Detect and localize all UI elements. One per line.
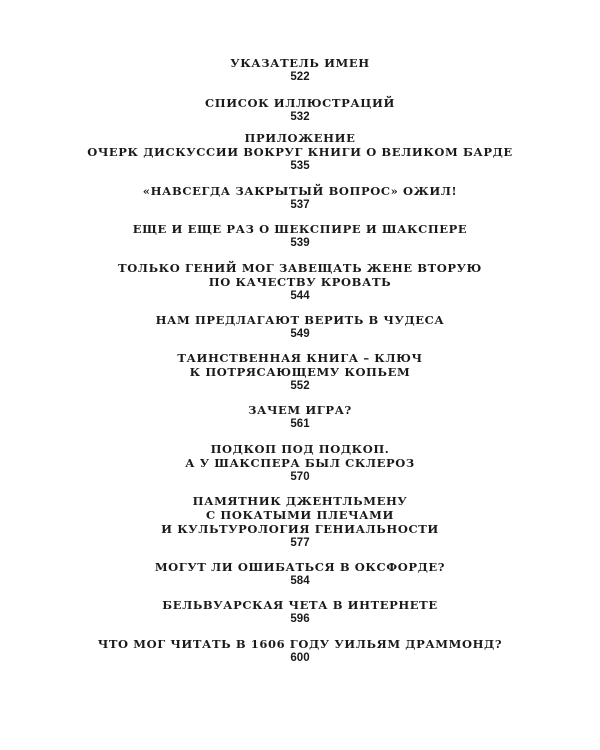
toc-entry-title: ЕЩЕ И ЕЩЕ РАЗ О ШЕКСПИРЕ И ШАКСПЕРЕ bbox=[132, 222, 468, 236]
toc-entry-title: ЗАЧЕМ ИГРА? bbox=[248, 403, 352, 417]
toc-entry-oxford bbox=[40, 560, 560, 588]
toc-entry-title: «НАВСЕГДА ЗАКРЫТЫЙ ВОПРОС» ОЖИЛ! bbox=[142, 184, 458, 198]
toc-entry-gentleman-monument bbox=[40, 494, 560, 550]
toc-entry-title: МОГУТ ЛИ ОШИБАТЬСЯ В ОКСФОРДЕ? bbox=[154, 560, 446, 574]
toc-entry-why-game bbox=[40, 403, 560, 431]
toc-entry-shakespeare-again bbox=[40, 222, 560, 250]
toc-entry-page-number: 549 bbox=[290, 328, 310, 340]
toc-entry-title: ПАМЯТНИК ДЖЕНТЛЬМЕНУ bbox=[192, 494, 408, 508]
toc-entry-page-number: 596 bbox=[290, 613, 310, 625]
toc-entry-page-number: 577 bbox=[290, 537, 310, 549]
toc-entry-title: С ПОКАТЫМИ ПЛЕЧАМИ bbox=[206, 508, 394, 522]
toc-entry-appendix bbox=[40, 131, 560, 173]
toc-entry-title: ОЧЕРК ДИСКУССИИ ВОКРУГ КНИГИ О ВЕЛИКОМ БАРДЕ bbox=[87, 145, 513, 159]
toc-entry-page-number: 544 bbox=[290, 290, 310, 302]
toc-entry-page-number: 552 bbox=[290, 380, 310, 392]
toc-entry-page-number: 537 bbox=[290, 199, 310, 211]
toc-entry-page-number: 570 bbox=[290, 471, 310, 483]
toc-entry-title: ТОЛЬКО ГЕНИЙ МОГ ЗАВЕЩАТЬ ЖЕНЕ ВТОРУЮ bbox=[118, 261, 482, 275]
toc-entry-title: ЧТО МОГ ЧИТАТЬ В 1606 ГОДУ УИЛЬЯМ ДРАММОНД? bbox=[97, 637, 503, 651]
toc-entry-title: УКАЗАТЕЛЬ ИМЕН bbox=[230, 56, 370, 70]
toc-entry-title: ПРИЛОЖЕНИЕ bbox=[244, 131, 356, 145]
toc-entry-page-number: 584 bbox=[290, 575, 310, 587]
toc-entry-mysterious-book bbox=[40, 351, 560, 393]
toc-entry-page-number: 535 bbox=[290, 160, 310, 172]
toc-entry-page-number: 522 bbox=[290, 71, 310, 83]
toc-entry-page-number: 561 bbox=[290, 418, 310, 430]
toc-entry-name-index bbox=[40, 56, 560, 84]
toc-entry-closed-question bbox=[40, 184, 560, 212]
toc-entry-title: А У ШАКСПЕРА БЫЛ СКЛЕРОЗ bbox=[185, 456, 415, 470]
toc-entry-title: НАМ ПРЕДЛАГАЮТ ВЕРИТЬ В ЧУДЕСА bbox=[155, 313, 445, 327]
toc-entry-page-number: 539 bbox=[290, 237, 310, 249]
toc-entry-title: К ПОТРЯСАЮЩЕМУ КОПЬЕМ bbox=[189, 365, 411, 379]
toc-entry-belvoir-couple bbox=[40, 598, 560, 626]
toc-entry-page-number: 600 bbox=[290, 652, 310, 664]
toc-entry-title: И КУЛЬТУРОЛОГИЯ ГЕНИАЛЬНОСТИ bbox=[161, 522, 439, 536]
toc-entry-title: СПИСОК ИЛЛЮСТРАЦИЙ bbox=[205, 96, 395, 110]
toc-entry-page-number: 532 bbox=[290, 111, 310, 123]
toc-entry-title: ПО КАЧЕСТВУ КРОВАТЬ bbox=[208, 275, 392, 289]
toc-entry-title: БЕЛЬВУАРСКАЯ ЧЕТА В ИНТЕРНЕТЕ bbox=[162, 598, 438, 612]
toc-entry-second-bed bbox=[40, 261, 560, 303]
toc-entry-drummond bbox=[40, 637, 560, 665]
toc-entry-title: ПОДКОП ПОД ПОДКОП. bbox=[210, 442, 390, 456]
toc-entry-title: ТАИНСТВЕННАЯ КНИГА – КЛЮЧ bbox=[177, 351, 423, 365]
toc-entry-miracles bbox=[40, 313, 560, 341]
toc-entry-illustrations bbox=[40, 96, 560, 124]
toc-entry-undermining bbox=[40, 442, 560, 484]
